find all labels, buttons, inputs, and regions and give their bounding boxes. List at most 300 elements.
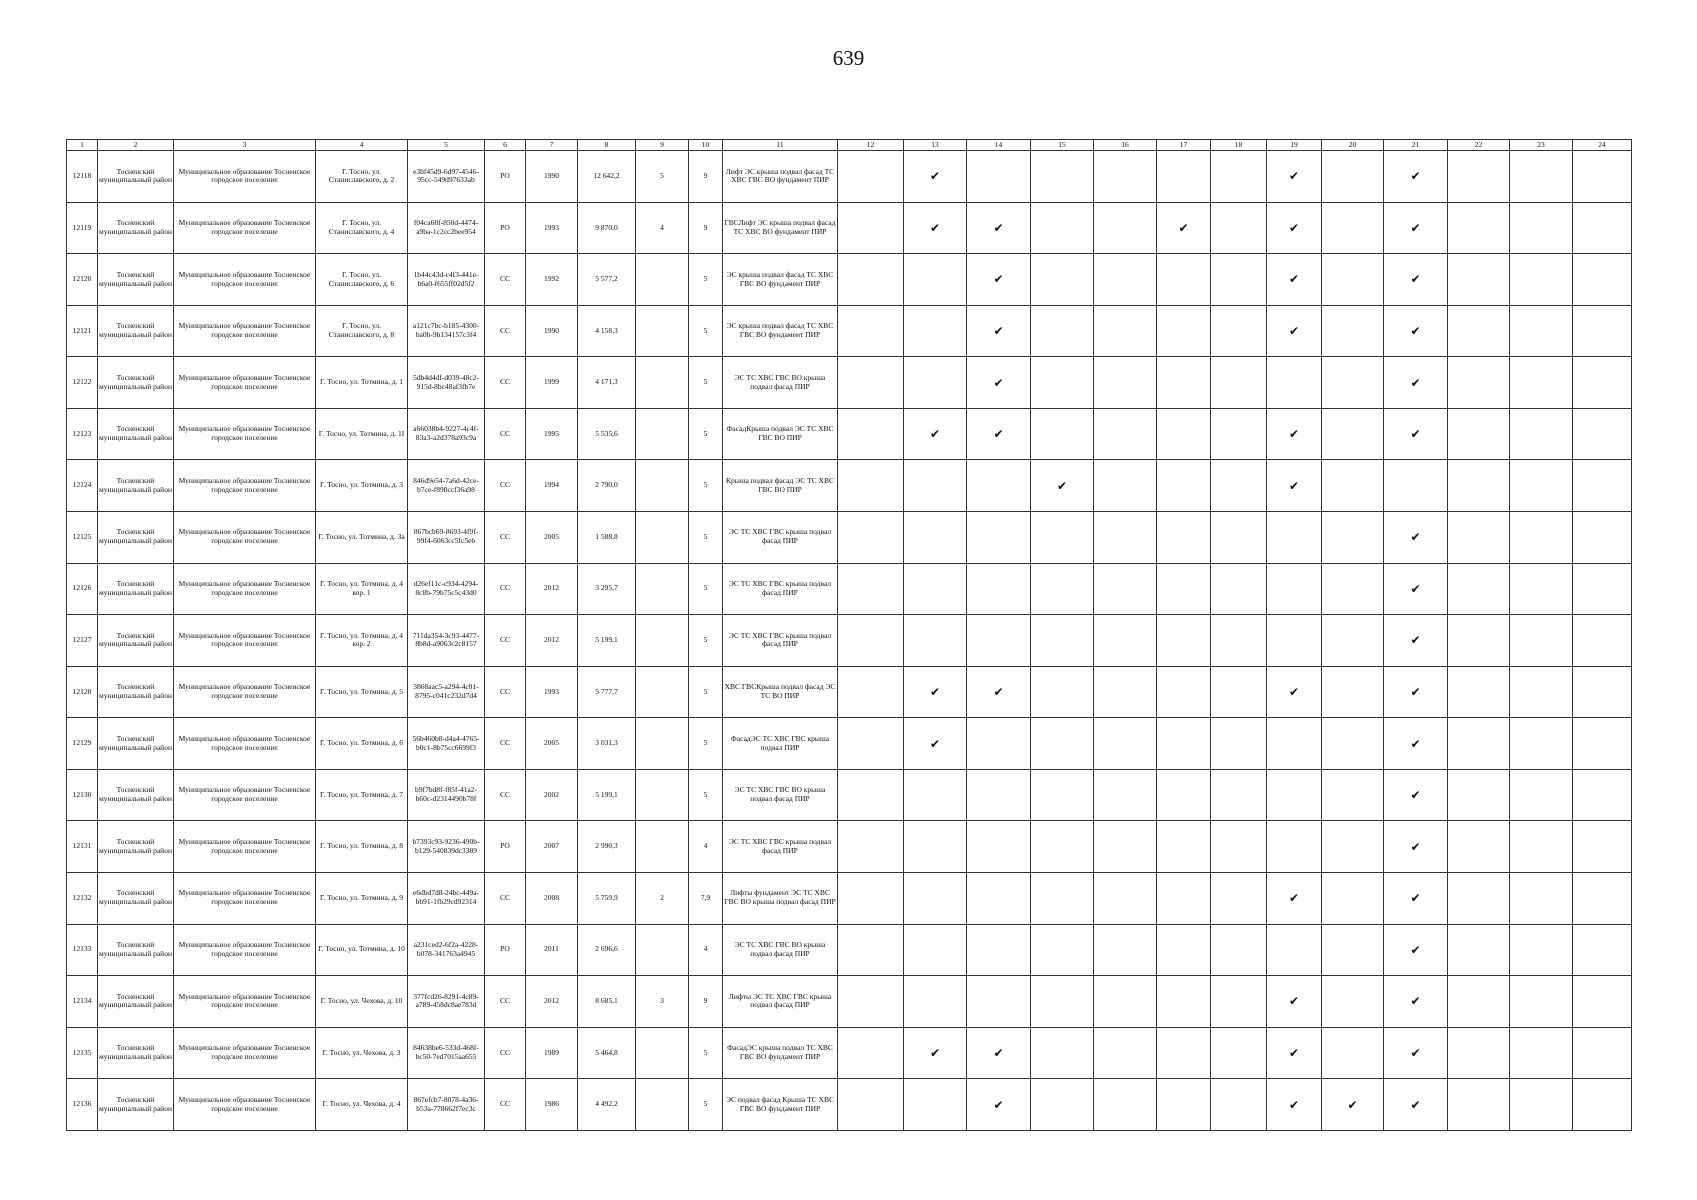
mark-cell-col-13 <box>904 718 967 770</box>
year-cell: 2012 <box>526 563 578 615</box>
works-list-cell: ЭС крыша подвал фасад ТС ХВС ГВС ВО фундамент ПИР <box>723 305 838 357</box>
floors-cell: 5 <box>689 563 723 615</box>
table-row <box>67 151 1632 203</box>
mark-cell-col-17 <box>1157 666 1211 718</box>
mark-cell-col-17 <box>1157 821 1211 873</box>
column-number: 12 <box>838 140 904 151</box>
mark-cell-col-18 <box>1211 151 1267 203</box>
district-cell: Тосненский муниципальный район <box>98 357 174 409</box>
guid-cell: 846d9e54-7a6d-42ce-b7ce-f898ccf36a98 <box>408 460 485 512</box>
mark-cell-col-22 <box>1448 460 1510 512</box>
mark-cell-col-20 <box>1322 460 1384 512</box>
municipality-cell: Муниципальное образование Тосненское городское поселение <box>174 151 316 203</box>
floors-cell: 9 <box>689 976 723 1028</box>
mark-cell-col-16 <box>1094 924 1157 976</box>
mark-cell-col-22 <box>1448 357 1510 409</box>
mark-cell-col-24 <box>1573 512 1632 564</box>
mark-cell-col-21 <box>1384 666 1448 718</box>
ownership-form-cell: СС <box>485 305 526 357</box>
table-row <box>67 1079 1632 1131</box>
district-cell: Тосненский муниципальный район <box>98 615 174 667</box>
check-mark-icon: ✔ <box>993 1097 1004 1112</box>
table-row <box>67 666 1632 718</box>
mark-cell-col-22 <box>1448 976 1510 1028</box>
mark-cell-col-14 <box>967 357 1031 409</box>
floors-cell: 9 <box>689 151 723 203</box>
mark-cell-col-19 <box>1267 718 1322 770</box>
mark-cell-col-23 <box>1510 976 1573 1028</box>
mark-cell-col-21 <box>1384 408 1448 460</box>
mark-cell-col-17 <box>1157 512 1211 564</box>
column-number: 22 <box>1448 140 1510 151</box>
col9-cell: 4 <box>636 202 689 254</box>
check-mark-icon: ✔ <box>1178 220 1189 235</box>
mark-cell-col-23 <box>1510 924 1573 976</box>
row-id-cell: 12134 <box>67 976 98 1028</box>
ownership-form-cell: СС <box>485 615 526 667</box>
guid-cell: 5db4d4df-d039-48c2-915d-8bc48af3fb7e <box>408 357 485 409</box>
mark-cell-col-23 <box>1510 460 1573 512</box>
mark-cell-col-24 <box>1573 357 1632 409</box>
address-cell: Г. Тосно, ул. Тотмина, д. 1 <box>316 357 408 409</box>
mark-cell-col-24 <box>1573 821 1632 873</box>
row-id-cell: 12124 <box>67 460 98 512</box>
mark-cell-col-12 <box>838 305 904 357</box>
mark-cell-col-13 <box>904 460 967 512</box>
address-cell: Г. Тосно, ул. Тотмина, д. 9 <box>316 872 408 924</box>
mark-cell-col-22 <box>1448 615 1510 667</box>
guid-cell: f04ca68f-850d-4474-a9ba-1c2cc2bee954 <box>408 202 485 254</box>
district-cell: Тосненский муниципальный район <box>98 305 174 357</box>
mark-cell-col-22 <box>1448 563 1510 615</box>
check-mark-icon: ✔ <box>1410 220 1421 235</box>
mark-cell-col-16 <box>1094 512 1157 564</box>
mark-cell-col-23 <box>1510 408 1573 460</box>
ownership-form-cell: СС <box>485 1079 526 1131</box>
ownership-form-cell: РО <box>485 151 526 203</box>
mark-cell-col-21 <box>1384 924 1448 976</box>
check-mark-icon: ✔ <box>1410 736 1421 751</box>
mark-cell-col-15 <box>1031 1079 1094 1131</box>
check-mark-icon: ✔ <box>1288 994 1300 1009</box>
mark-cell-col-12 <box>838 254 904 306</box>
row-id-cell: 12130 <box>67 769 98 821</box>
mark-cell-col-14 <box>967 408 1031 460</box>
mark-cell-col-12 <box>838 615 904 667</box>
district-cell: Тосненский муниципальный район <box>98 512 174 564</box>
mark-cell-col-19 <box>1267 408 1322 460</box>
municipality-cell: Муниципальное образование Тосненское городское поселение <box>174 254 316 306</box>
mark-cell-col-13 <box>904 769 967 821</box>
mark-cell-col-20 <box>1322 976 1384 1028</box>
mark-cell-col-21 <box>1384 512 1448 564</box>
mark-cell-col-17 <box>1157 408 1211 460</box>
area-cell: 5 777,7 <box>578 666 636 718</box>
area-cell: 5 199,1 <box>578 615 636 667</box>
mark-cell-col-12 <box>838 924 904 976</box>
ownership-form-cell: РО <box>485 821 526 873</box>
area-cell: 5 199,1 <box>578 769 636 821</box>
col9-cell <box>636 357 689 409</box>
check-mark-icon: ✔ <box>993 324 1004 338</box>
mark-cell-col-23 <box>1510 1079 1573 1131</box>
area-cell: 8 685,1 <box>578 976 636 1028</box>
check-mark-icon: ✔ <box>929 1045 941 1060</box>
mark-cell-col-18 <box>1211 718 1267 770</box>
col9-cell <box>636 512 689 564</box>
municipality-cell: Муниципальное образование Тосненское городское поселение <box>174 408 316 460</box>
guid-cell: e3bf45d9-6d97-4546-95cc-549d97633ab <box>408 151 485 203</box>
mark-cell-col-12 <box>838 563 904 615</box>
mark-cell-col-20 <box>1322 357 1384 409</box>
area-cell: 3 295,7 <box>578 563 636 615</box>
mark-cell-col-14 <box>967 512 1031 564</box>
mark-cell-col-20 <box>1322 872 1384 924</box>
works-list-cell: ЭС ТС ХВС ГВС крыша подвал фасад ПИР <box>723 615 838 667</box>
column-number: 7 <box>526 140 578 151</box>
mark-cell-col-22 <box>1448 254 1510 306</box>
mark-cell-col-18 <box>1211 615 1267 667</box>
mark-cell-col-16 <box>1094 305 1157 357</box>
check-mark-icon: ✔ <box>929 220 941 235</box>
guid-cell: 377fcd26-8291-4c89-a789-458dc8ae783d <box>408 976 485 1028</box>
table-row <box>67 254 1632 306</box>
year-cell: 2008 <box>526 872 578 924</box>
mark-cell-col-14 <box>967 1079 1031 1131</box>
year-cell: 2012 <box>526 976 578 1028</box>
mark-cell-col-16 <box>1094 357 1157 409</box>
mark-cell-col-20 <box>1322 769 1384 821</box>
column-number: 23 <box>1510 140 1573 151</box>
mark-cell-col-16 <box>1094 1027 1157 1079</box>
floors-cell: 5 <box>689 357 723 409</box>
mark-cell-col-15 <box>1031 769 1094 821</box>
mark-cell-col-23 <box>1510 254 1573 306</box>
mark-cell-col-24 <box>1573 615 1632 667</box>
mark-cell-col-20 <box>1322 305 1384 357</box>
table-row <box>67 615 1632 667</box>
mark-cell-col-21 <box>1384 872 1448 924</box>
address-cell: Г. Тосно, ул. Станиславского, д. 2 <box>316 151 408 203</box>
mark-cell-col-13 <box>904 254 967 306</box>
check-mark-icon: ✔ <box>1410 788 1421 803</box>
mark-cell-col-18 <box>1211 1027 1267 1079</box>
guid-cell: a231ced2-6f2a-4228-b078-341763a4945 <box>408 924 485 976</box>
district-cell: Тосненский муниципальный район <box>98 563 174 615</box>
mark-cell-col-19 <box>1267 976 1322 1028</box>
mark-cell-col-21 <box>1384 821 1448 873</box>
mark-cell-col-24 <box>1573 872 1632 924</box>
mark-cell-col-14 <box>967 151 1031 203</box>
district-cell: Тосненский муниципальный район <box>98 821 174 873</box>
mark-cell-col-15 <box>1031 821 1094 873</box>
floors-cell: 5 <box>689 769 723 821</box>
works-list-cell: ЭС ТС ХВС ГВС крыша подвал фасад ПИР <box>723 563 838 615</box>
district-cell: Тосненский муниципальный район <box>98 976 174 1028</box>
mark-cell-col-13 <box>904 202 967 254</box>
mark-cell-col-16 <box>1094 1079 1157 1131</box>
guid-cell: d26ef11c-c934-4294-8c8b-79b75c5c43d0 <box>408 563 485 615</box>
mark-cell-col-23 <box>1510 512 1573 564</box>
year-cell: 1993 <box>526 666 578 718</box>
municipality-cell: Муниципальное образование Тосненское городское поселение <box>174 512 316 564</box>
mark-cell-col-18 <box>1211 305 1267 357</box>
mark-cell-col-14 <box>967 615 1031 667</box>
row-id-cell: 12126 <box>67 563 98 615</box>
column-number: 20 <box>1322 140 1384 151</box>
floors-cell: 5 <box>689 718 723 770</box>
address-cell: Г. Тосно, ул. Чехова, д. 10 <box>316 976 408 1028</box>
mark-cell-col-19 <box>1267 563 1322 615</box>
floors-cell: 4 <box>689 924 723 976</box>
municipality-cell: Муниципальное образование Тосненское городское поселение <box>174 202 316 254</box>
column-number: 9 <box>636 140 689 151</box>
column-number: 5 <box>408 140 485 151</box>
column-number: 24 <box>1573 140 1632 151</box>
mark-cell-col-13 <box>904 1079 967 1131</box>
municipality-cell: Муниципальное образование Тосненское городское поселение <box>174 460 316 512</box>
mark-cell-col-12 <box>838 151 904 203</box>
mark-cell-col-17 <box>1157 202 1211 254</box>
ownership-form-cell: РО <box>485 924 526 976</box>
column-number: 18 <box>1211 140 1267 151</box>
mark-cell-col-18 <box>1211 202 1267 254</box>
ownership-form-cell: СС <box>485 254 526 306</box>
col9-cell <box>636 563 689 615</box>
guid-cell: 84638be6-533d-468f-bc50-7ed7015aa655 <box>408 1027 485 1079</box>
row-id-cell: 12121 <box>67 305 98 357</box>
address-cell: Г. Тосно, ул. Тотмина, д. 1І <box>316 408 408 460</box>
column-number: 19 <box>1267 140 1322 151</box>
mark-cell-col-22 <box>1448 408 1510 460</box>
mark-cell-col-18 <box>1211 821 1267 873</box>
mark-cell-col-21 <box>1384 460 1448 512</box>
mark-cell-col-20 <box>1322 821 1384 873</box>
works-list-cell: ЭС ТС ХВС ГВС крыша подвал фасад ПИР <box>723 512 838 564</box>
year-cell: 1989 <box>526 1027 578 1079</box>
guid-cell: 1b44c43d-c4f3-441e-b6a0-f655ff02d5f2 <box>408 254 485 306</box>
row-id-cell: 12133 <box>67 924 98 976</box>
mark-cell-col-13 <box>904 357 967 409</box>
mark-cell-col-19 <box>1267 305 1322 357</box>
year-cell: 2005 <box>526 718 578 770</box>
works-list-cell: ЭС подвал фасад Крыша ТС ХВС ГВС ВО фундамент ПИР <box>723 1079 838 1131</box>
column-number: 15 <box>1031 140 1094 151</box>
mark-cell-col-13 <box>904 563 967 615</box>
column-number: 11 <box>723 140 838 151</box>
check-mark-icon: ✔ <box>1410 1045 1421 1060</box>
mark-cell-col-19 <box>1267 821 1322 873</box>
mark-cell-col-18 <box>1211 357 1267 409</box>
mark-cell-col-18 <box>1211 254 1267 306</box>
row-id-cell: 12132 <box>67 872 98 924</box>
table-row <box>67 563 1632 615</box>
mark-cell-col-19 <box>1267 872 1322 924</box>
check-mark-icon: ✔ <box>1410 581 1421 596</box>
year-cell: 2002 <box>526 769 578 821</box>
mark-cell-col-23 <box>1510 151 1573 203</box>
ownership-form-cell: СС <box>485 563 526 615</box>
address-cell: Г. Тосно, ул. Тотмина, д. 7 <box>316 769 408 821</box>
table-row <box>67 357 1632 409</box>
mark-cell-col-20 <box>1322 254 1384 306</box>
mark-cell-col-21 <box>1384 1079 1448 1131</box>
works-list-cell: Лифты ЭС ТС ХВС ГВС крыша подвал фасад ПИР <box>723 976 838 1028</box>
guid-cell: 56b460b8-d4a4-4765-b0c1-8b75cc6699f3 <box>408 718 485 770</box>
mark-cell-col-23 <box>1510 563 1573 615</box>
check-mark-icon: ✔ <box>1410 427 1421 442</box>
mark-cell-col-19 <box>1267 1027 1322 1079</box>
mark-cell-col-19 <box>1267 151 1322 203</box>
column-number: 17 <box>1157 140 1211 151</box>
ownership-form-cell: СС <box>485 357 526 409</box>
check-mark-icon: ✔ <box>1410 684 1421 699</box>
ownership-form-cell: СС <box>485 769 526 821</box>
mark-cell-col-12 <box>838 1027 904 1079</box>
col9-cell <box>636 615 689 667</box>
column-number: 8 <box>578 140 636 151</box>
address-cell: Г. Тосно, ул. Станиславского, д. 6 <box>316 254 408 306</box>
guid-cell: 867efcb7-8078-4a36-b53a-778662f7ec3c <box>408 1079 485 1131</box>
municipality-cell: Муниципальное образование Тосненское городское поселение <box>174 924 316 976</box>
col9-cell <box>636 769 689 821</box>
ownership-form-cell: СС <box>485 718 526 770</box>
mark-cell-col-18 <box>1211 563 1267 615</box>
mark-cell-col-12 <box>838 512 904 564</box>
check-mark-icon: ✔ <box>1410 1097 1421 1112</box>
mark-cell-col-15 <box>1031 615 1094 667</box>
mark-cell-col-24 <box>1573 151 1632 203</box>
mark-cell-col-14 <box>967 460 1031 512</box>
mark-cell-col-18 <box>1211 460 1267 512</box>
mark-cell-col-13 <box>904 666 967 718</box>
mark-cell-col-15 <box>1031 563 1094 615</box>
check-mark-icon: ✔ <box>1288 891 1300 906</box>
year-cell: 1994 <box>526 460 578 512</box>
row-id-cell: 12135 <box>67 1027 98 1079</box>
row-id-cell: 12123 <box>67 408 98 460</box>
mark-cell-col-13 <box>904 821 967 873</box>
mark-cell-col-17 <box>1157 563 1211 615</box>
mark-cell-col-20 <box>1322 151 1384 203</box>
district-cell: Тосненский муниципальный район <box>98 151 174 203</box>
district-cell: Тосненский муниципальный район <box>98 1079 174 1131</box>
mark-cell-col-15 <box>1031 151 1094 203</box>
table-row <box>67 408 1632 460</box>
ownership-form-cell: СС <box>485 460 526 512</box>
address-cell: Г. Тосно, ул. Тотмина, д. 3а <box>316 512 408 564</box>
mark-cell-col-19 <box>1267 357 1322 409</box>
mark-cell-col-17 <box>1157 924 1211 976</box>
mark-cell-col-22 <box>1448 151 1510 203</box>
ownership-form-cell: РО <box>485 202 526 254</box>
mark-cell-col-20 <box>1322 563 1384 615</box>
column-number: 16 <box>1094 140 1157 151</box>
table-row <box>67 305 1632 357</box>
mark-cell-col-17 <box>1157 305 1211 357</box>
area-cell: 5 464,8 <box>578 1027 636 1079</box>
works-list-cell: ЭС ТС ХВС ГВС крыша подвал фасад ПИР <box>723 821 838 873</box>
mark-cell-col-14 <box>967 563 1031 615</box>
mark-cell-col-19 <box>1267 254 1322 306</box>
row-id-cell: 12129 <box>67 718 98 770</box>
check-mark-icon: ✔ <box>1288 169 1300 184</box>
mark-cell-col-21 <box>1384 151 1448 203</box>
municipality-cell: Муниципальное образование Тосненское городское поселение <box>174 718 316 770</box>
mark-cell-col-14 <box>967 872 1031 924</box>
col9-cell <box>636 821 689 873</box>
col9-cell <box>636 1079 689 1131</box>
guid-cell: 3868aac5-a294-4c81-8795-c041c232d7d4 <box>408 666 485 718</box>
mark-cell-col-16 <box>1094 615 1157 667</box>
mark-cell-col-22 <box>1448 512 1510 564</box>
row-id-cell: 12125 <box>67 512 98 564</box>
mark-cell-col-19 <box>1267 460 1322 512</box>
mark-cell-col-23 <box>1510 357 1573 409</box>
mark-cell-col-24 <box>1573 769 1632 821</box>
floors-cell: 7,9 <box>689 872 723 924</box>
municipality-cell: Муниципальное образование Тосненское городское поселение <box>174 357 316 409</box>
district-cell: Тосненский муниципальный район <box>98 666 174 718</box>
municipality-cell: Муниципальное образование Тосненское городское поселение <box>174 666 316 718</box>
floors-cell: 9 <box>689 202 723 254</box>
mark-cell-col-17 <box>1157 1027 1211 1079</box>
mark-cell-col-16 <box>1094 151 1157 203</box>
mark-cell-col-17 <box>1157 460 1211 512</box>
works-list-cell: Лифты фундамент ЭС ТС ХВС ГВС ВО крыша подвал фасад ПИР <box>723 872 838 924</box>
row-id-cell: 12131 <box>67 821 98 873</box>
col9-cell: 3 <box>636 976 689 1028</box>
works-list-cell: ФасадЭС ТС ХВС ГВС крыша подвал ПИР <box>723 718 838 770</box>
mark-cell-col-17 <box>1157 769 1211 821</box>
mark-cell-col-16 <box>1094 872 1157 924</box>
guid-cell: e6dbd7d8-24bc-449a-bb91-1fb29cd92314 <box>408 872 485 924</box>
row-id-cell: 12119 <box>67 202 98 254</box>
mark-cell-col-14 <box>967 718 1031 770</box>
address-cell: Г. Тосно, ул. Чехова, д. 4 <box>316 1079 408 1131</box>
guid-cell: b7393c93-9236-490b-b129-540839dc3389 <box>408 821 485 873</box>
mark-cell-col-15 <box>1031 1027 1094 1079</box>
mark-cell-col-22 <box>1448 666 1510 718</box>
mark-cell-col-13 <box>904 872 967 924</box>
area-cell: 9 870,0 <box>578 202 636 254</box>
mark-cell-col-15 <box>1031 512 1094 564</box>
mark-cell-col-22 <box>1448 202 1510 254</box>
mark-cell-col-24 <box>1573 254 1632 306</box>
guid-cell: 711da354-3c93-4477-8b8d-a9063c2c8157 <box>408 615 485 667</box>
mark-cell-col-16 <box>1094 769 1157 821</box>
mark-cell-col-18 <box>1211 1079 1267 1131</box>
mark-cell-col-13 <box>904 305 967 357</box>
mark-cell-col-19 <box>1267 1079 1322 1131</box>
mark-cell-col-16 <box>1094 254 1157 306</box>
check-mark-icon: ✔ <box>1347 1097 1358 1112</box>
check-mark-icon: ✔ <box>993 684 1004 699</box>
year-cell: 2012 <box>526 615 578 667</box>
mark-cell-col-20 <box>1322 666 1384 718</box>
guid-cell: a66038b4-9227-4c4f-83a3-a2d378a93c9a <box>408 408 485 460</box>
works-list-cell: ФасадКрыша подвал ЭС ТС ХВС ГВС ВО ПИР <box>723 408 838 460</box>
col9-cell <box>636 1027 689 1079</box>
check-mark-icon: ✔ <box>1410 633 1421 648</box>
year-cell: 1993 <box>526 202 578 254</box>
mark-cell-col-15 <box>1031 666 1094 718</box>
check-mark-icon: ✔ <box>993 272 1004 287</box>
check-mark-icon: ✔ <box>1288 324 1300 338</box>
mark-cell-col-16 <box>1094 563 1157 615</box>
mark-cell-col-21 <box>1384 718 1448 770</box>
year-cell: 2005 <box>526 512 578 564</box>
